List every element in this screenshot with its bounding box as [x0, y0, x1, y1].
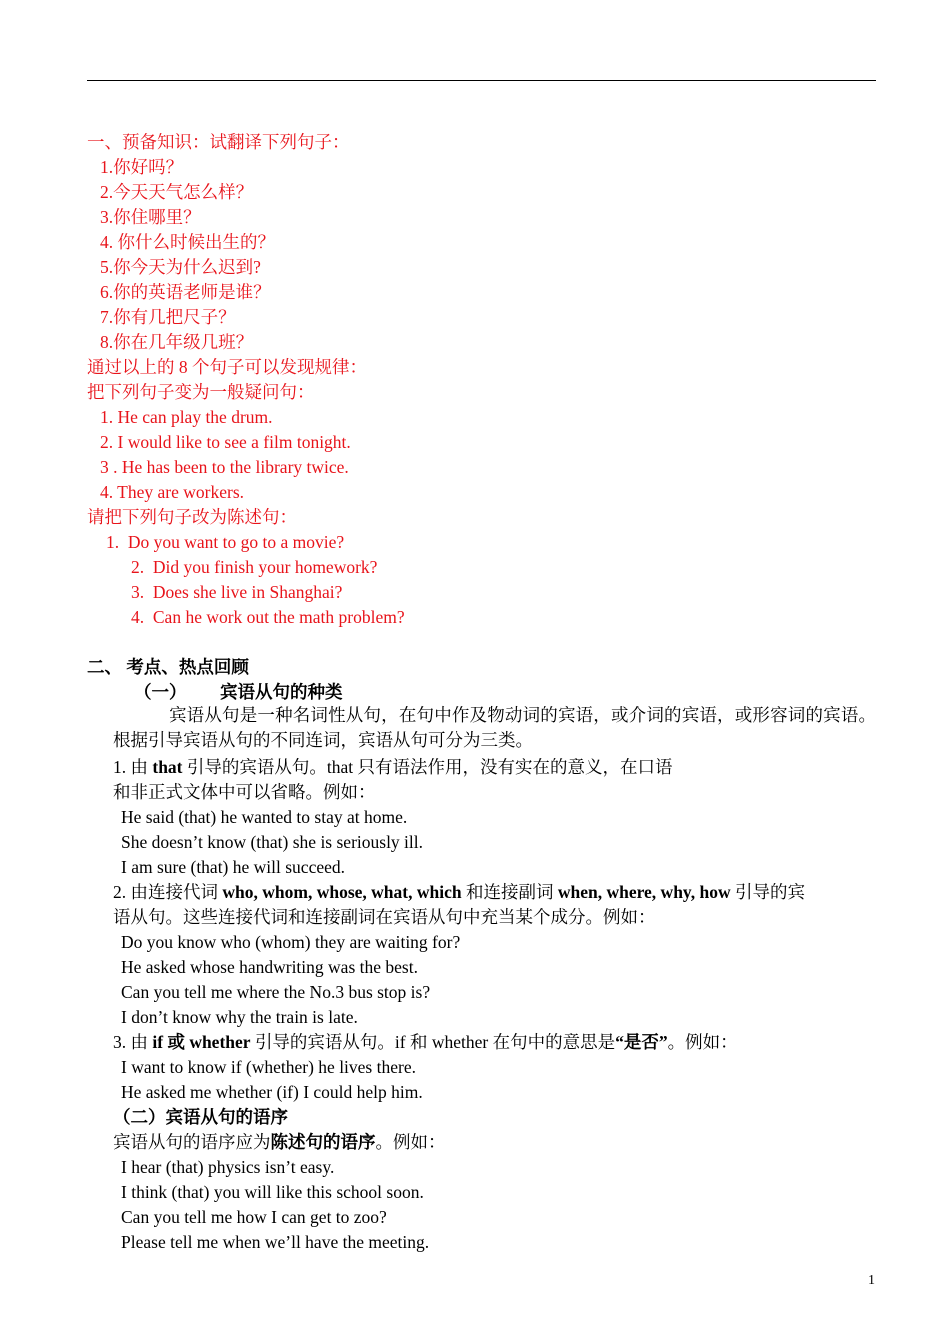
example-sentence: She doesn’t know (that) she is seriously ill.	[121, 832, 424, 852]
keyword-shifou: “是否”	[615, 1032, 668, 1052]
section1-number: （一）	[134, 682, 187, 702]
example-sentence: Do you know who (whom) they are waiting for?	[121, 932, 461, 952]
example-sentence: I am sure (that) he will succeed.	[121, 857, 346, 877]
to-question-item: 1. He can play the drum.	[100, 407, 273, 427]
type2-line: 2. 由连接代词 who, whom, whose, what, which 和连接副词 when, where, why, how 引导的宾	[113, 882, 805, 902]
example-sentence: I think (that) you will like this school soon.	[121, 1182, 424, 1202]
example-sentence: Can you tell me where the No.3 bus stop is?	[121, 982, 431, 1002]
type3-line: 3. 由 if 或 whether 引导的宾语从句。if 和 whether 在句中的意思是“是否”。例如：	[113, 1032, 738, 1052]
translate-item: 5.你今天为什么迟到?	[100, 257, 261, 277]
example-sentence: He asked me whether (if) I could help him.	[121, 1082, 423, 1102]
translate-item: 2.今天天气怎么样？	[100, 182, 254, 202]
translate-item: 6.你的英语老师是谁？	[100, 282, 271, 302]
keyword-if-whether: if 或 whether	[152, 1032, 251, 1052]
to-statement-item: 3. Does she live in Shanghai?	[131, 582, 343, 602]
example-sentence: Can you tell me how I can get to zoo?	[121, 1207, 387, 1227]
to-statement-item: 1. Do you want to go to a movie?	[106, 532, 345, 552]
translate-item: 3.你住哪里？	[100, 207, 201, 227]
type1-continuation: 和非正式文体中可以省略。例如：	[113, 782, 376, 802]
keyword-that: that	[152, 757, 183, 777]
part2-heading: 二、 考点、热点回顾	[87, 657, 249, 677]
to-question-heading: 把下列句子变为一般疑问句：	[87, 382, 315, 402]
order-line: 宾语从句的语序应为陈述句的语序。例如：	[113, 1132, 446, 1152]
example-sentence: Please tell me when we’ll have the meeting.	[121, 1232, 430, 1252]
header-rule	[87, 80, 876, 81]
type2-continuation: 语从句。这些连接代词和连接副词在宾语从句中充当某个成分。例如：	[113, 907, 656, 927]
section1-title: 宾语从句的种类	[220, 682, 343, 702]
type1-line: 1. 由 that 引导的宾语从句。that 只有语法作用，没有实在的意义，在口语	[113, 757, 673, 777]
keyword-statement-order: 陈述句的语序	[270, 1132, 376, 1152]
translate-item: 1.你好吗？	[100, 157, 184, 177]
translate-item: 4. 你什么时候出生的？	[100, 232, 275, 252]
to-question-item: 3 . He has been to the library twice.	[100, 457, 349, 477]
keyword-adverbs: when, where, why, how	[557, 882, 731, 902]
to-statement-heading: 请把下列句子改为陈述句：	[87, 507, 297, 527]
example-sentence: I don’t know why the train is late.	[121, 1007, 358, 1027]
example-sentence: He asked whose handwriting was the best.	[121, 957, 418, 977]
example-sentence: He said (that) he wanted to stay at home.	[121, 807, 408, 827]
translate-item: 8.你在几年级几班？	[100, 332, 254, 352]
rule-line: 通过以上的 8 个句子可以发现规律：	[87, 357, 367, 377]
example-sentence: I want to know if (whether) he lives there.	[121, 1057, 416, 1077]
intro-paragraph: 宾语从句是一种名词性从句，在句中作及物动词的宾语，或介词的宾语，或形容词的宾语。根据引导宾语从句的不同连词，宾语从句可分为三类。	[113, 705, 876, 750]
keyword-pronouns: who, whom, whose, what, which	[222, 882, 462, 902]
part1-heading: 一、预备知识：试翻译下列句子：	[87, 132, 350, 152]
page-number: 1	[868, 1273, 875, 1288]
translate-item: 7.你有几把尺子？	[100, 307, 236, 327]
to-question-item: 2. I would like to see a film tonight.	[100, 432, 351, 452]
to-question-item: 4. They are workers.	[100, 482, 244, 502]
example-sentence: I hear (that) physics isn’t easy.	[121, 1157, 335, 1177]
to-statement-item: 2. Did you finish your homework?	[131, 557, 378, 577]
to-statement-item: 4. Can he work out the math problem?	[131, 607, 405, 627]
section2-title: （二）宾语从句的语序	[113, 1107, 288, 1127]
